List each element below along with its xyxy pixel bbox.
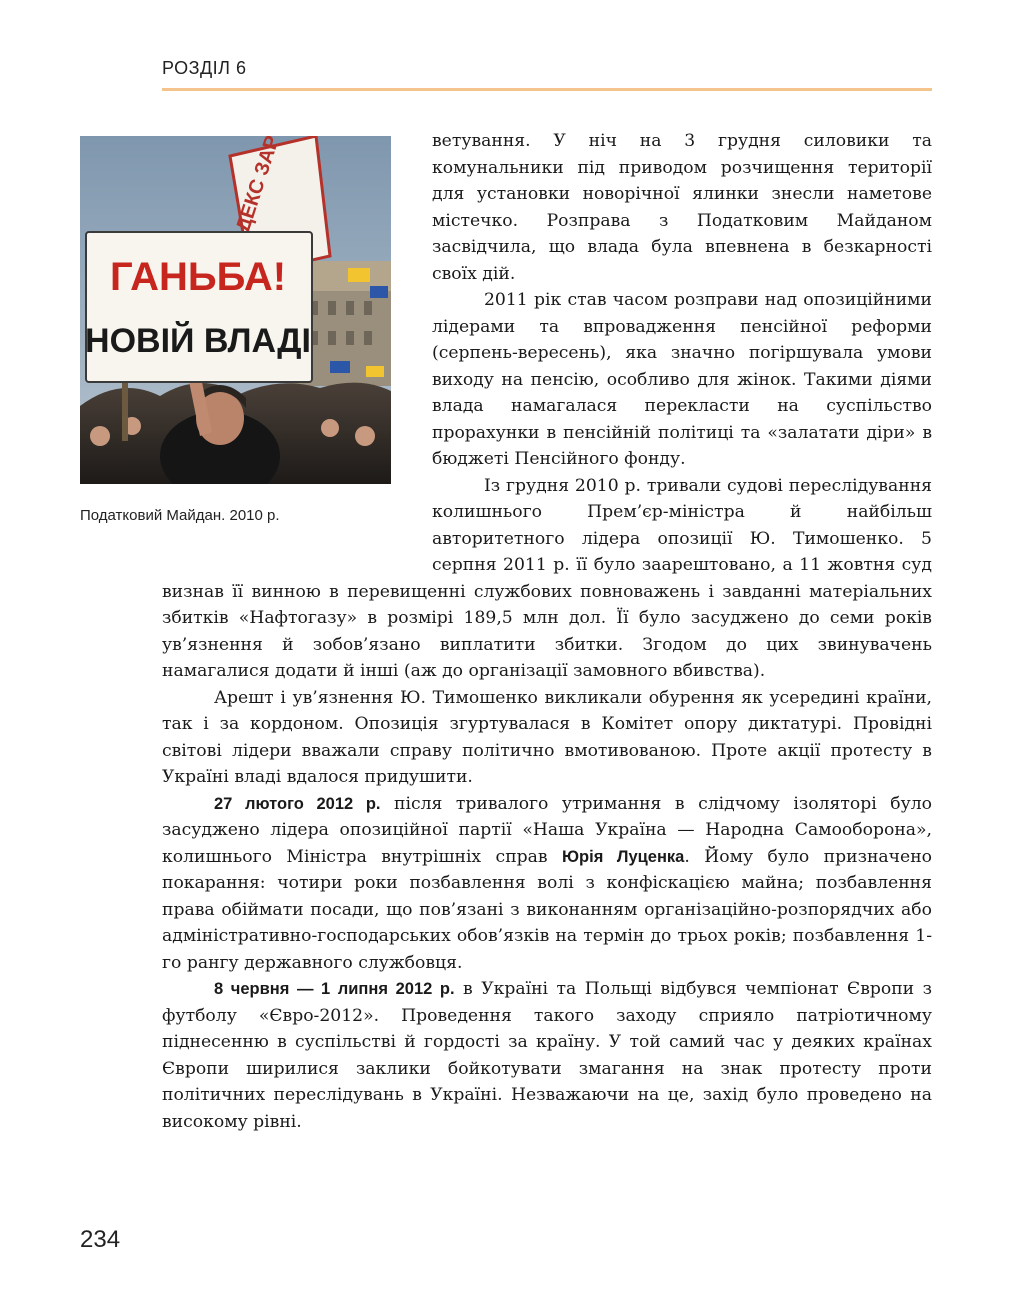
date-highlight: 8 червня — 1 липня 2012 р. (214, 980, 455, 998)
paragraph-6 (162, 976, 932, 1135)
paragraph-4: Арешт і ув’язнення Ю. Тимошенко викликали обурення як усередині країни, так і за кордоном. Опозиція згуртувалася в Комітет опору диктатурі. Провідні світові лідери вважали справу політично вмотивованою. Проте акції протесту в Україні владі вдалося придушити. (162, 687, 932, 787)
paragraph-1: ветування. У ніч на 3 грудня силовики та комунальники під приводом розчищення території для установки новорічної ялинки знесли наметове містечко. Розправа з Податковим Майданом засвідчила, що влада була впевнена в безкарності своїх дій. (432, 131, 932, 284)
sign-line-1: ГАНЬБА! (109, 255, 287, 299)
photo-caption: Податковий Майдан. 2010 р. (80, 507, 280, 524)
paragraph-2: 2011 рік став часом розправи над опозиційними лідерами та впровадження пенсійної реформи (серпень-вересень), яка значно погіршувала умови виходу на пенсію, особливо для жінок. Такими діями влада намагалася перекласти на суспільство прорахунки в пенсійній політиці та «залатати діри» в бюджеті Пенсійного фонду. (432, 290, 932, 469)
paragraph-5 (162, 791, 932, 977)
header-rule (162, 88, 932, 91)
sign-line-2: НОВІЙ ВЛАДІ (85, 322, 311, 360)
date-highlight: 27 лютого 2012 р. (214, 794, 381, 813)
section-header: РОЗДІЛ 6 (162, 58, 247, 78)
flag-text: КОДЕКС (223, 176, 270, 261)
paragraph-6-text: в Україні та Польщі відбувся чемпіонат Європи з футболу «Євро-2012». Проведення такого заходу сприяло патріотичному піднесенню в суспільстві й гордості за країну. У той самий час у деяких країнах Європи ширилися заклики бойкотувати змагання на знак протесту проти політичних переслідувань в Україні. Незважаючи на це, захід було проведено на високому рівні. (162, 979, 932, 1132)
paragraph-3: Із грудня 2010 р. тривали судові переслідування колишнього Прем’єр-міністра й найбільш авторитетного лідера опозиції Ю. Тимошенко. 5 серпня 2011 р. її було заарештовано, а 11 жовтня суд визнав її винною в перевищенні службових повноважень і завданні матеріальних збитків «Нафтогазу» в розмірі 189,5 млн дол. Її було засуджено до семи років ув’язнення й зобов’язано виплатити збитки. Згодом до цих звинувачень намагалися додати й інші (аж до організації замовного вбивства). (162, 475, 932, 681)
article-body (162, 128, 932, 1135)
paragraph-5-text-b: . Йому було призначено покарання: чотири роки позбавлення волі з конфіскацією майна; позбавлення права обіймати посади, що пов’язані з виконанням організаційно-розпорядчих або адміністративно-господарських обов’язків на термін до трьох років; позбавлення 1-го рангу державного службовця. (162, 846, 932, 973)
name-highlight: Юрія Луценка (562, 847, 685, 866)
paragraph-5-text-a: після тривалого утримання в слідчому ізоляторі було засуджено лідера опозиційної партії «Наша Україна — Народна Самооборона», колишнього Міністра внутрішніх справ (162, 793, 933, 867)
figure-spacer (162, 128, 432, 578)
page-number: 234 (80, 1226, 121, 1253)
